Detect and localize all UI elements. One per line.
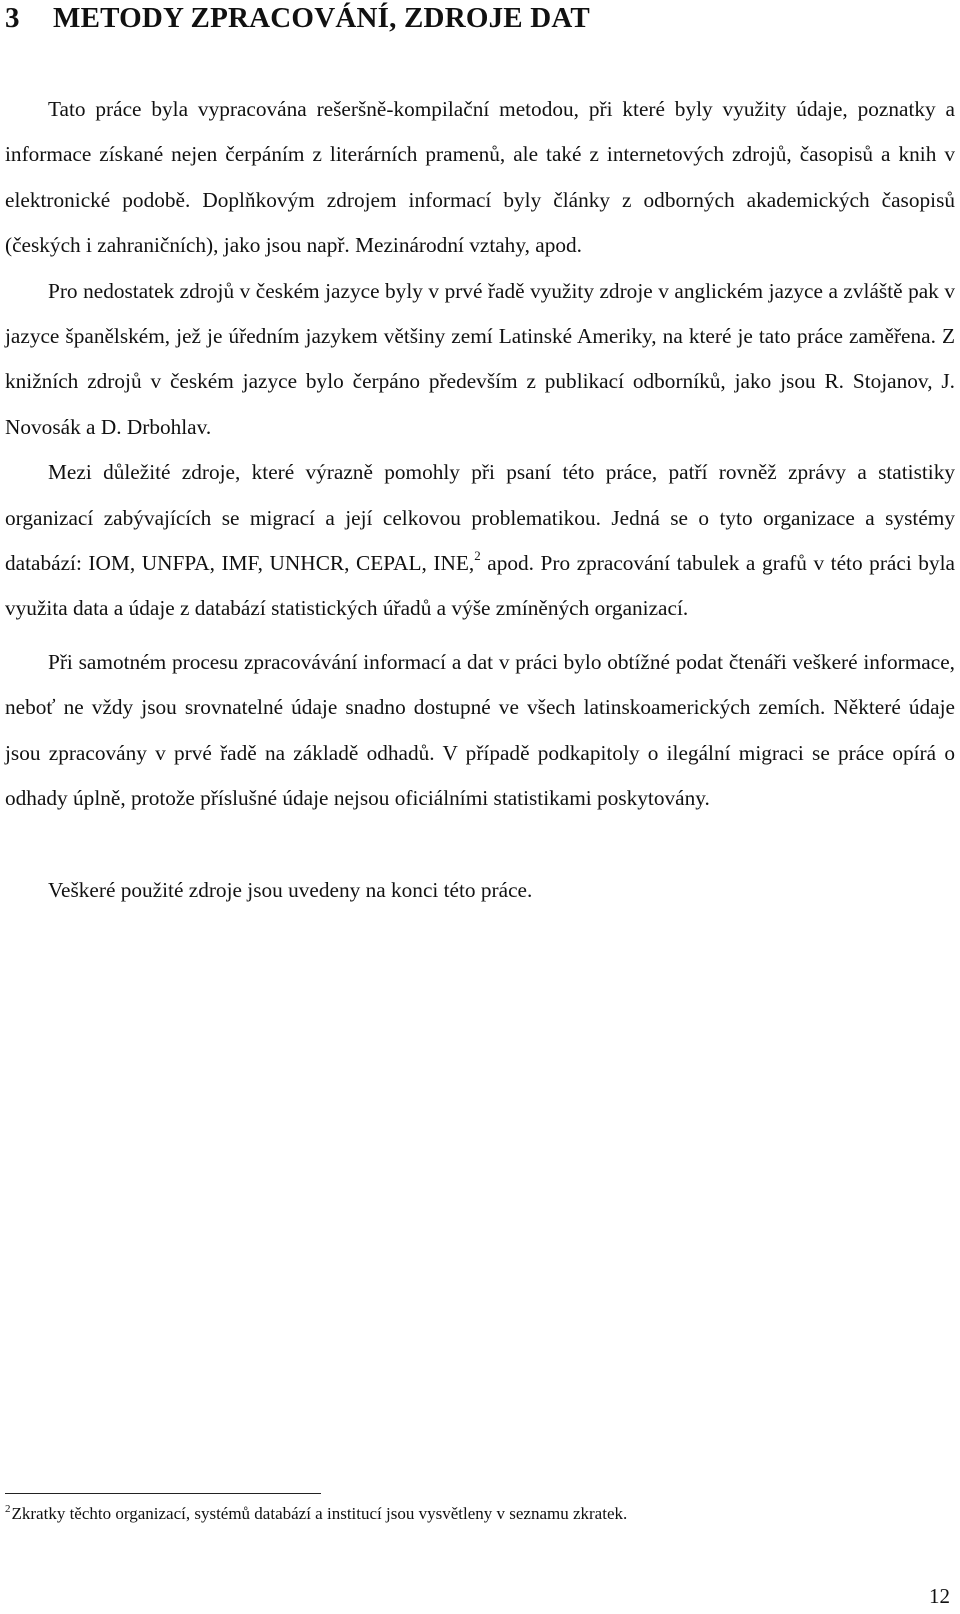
paragraph-language-sources: Pro nedostatek zdrojů v českém jazyce byly v prvé řadě využity zdroje v anglickém jazyce a zvláště pak v jazyce španělském, jež je úředním jazykem většiny zemí Latinské Ameriky, na které je tato práce zaměřena. Z knižních zdrojů v českém jazyce bylo čerpáno především z publikací odborníků, jako jsou R. Stojanov, J. Novosák a D. Drbohlav.	[5, 278, 955, 439]
paragraph-data-difficulties: Při samotném procesu zpracovávání informací a dat v práci bylo obtížné podat čtenáři veškeré informace, neboť ne vždy jsou srovnatelné údaje snadno dostupné ve všech latinskoamerických zemích. Některé údaje jsou zpracovány v prvé řadě na základě odhadů. V případě podkapitoly o ilegální migraci se práce opírá o odhady úplně, protože příslušné údaje nejsou oficiálními statistikami poskytovány.	[5, 649, 955, 811]
paragraph-organization-sources-text-continued: apod. Pro zpracování tabulek a grafů v této práci byla využita data a údaje z databází statistických úřadů a výše zmíněných organizací.	[5, 551, 955, 621]
paragraph-organization-sources-text: Mezi důležité zdroje, které výrazně pomohly při psaní této práce, patří rovněž zprávy a statistiky organizací zabývajících se migrací a její celkovou problematikou. Jedná se o tyto organizace a systémy databází: IOM, UNFPA, IMF, UNHCR, CEPAL, INE,	[5, 460, 955, 576]
chapter-title: METODY ZPRACOVÁNÍ, ZDROJE DAT	[53, 2, 590, 34]
page-number: 12	[929, 1584, 950, 1608]
footnote-separator	[5, 1493, 321, 1494]
chapter-heading	[5, 0, 590, 36]
paragraph-sources-note: Veškeré použité zdroje jsou uvedeny na konci této práce.	[48, 877, 533, 902]
paragraph-organization-sources	[5, 450, 955, 632]
chapter-number: 3	[5, 2, 20, 34]
footnote	[5, 1503, 945, 1525]
footnote-text: Zkratky těchto organizací, systémů databází a institucí jsou vysvětleny v seznamu zkratek.	[11, 1504, 628, 1523]
footnote-number: 2	[5, 1503, 11, 1515]
body-text	[5, 87, 955, 913]
paragraph-methodology: Tato práce byla vypracována rešeršně-kompilační metodou, při které byly využity údaje, poznatky a informace získané nejen čerpáním z literárních pramenů, ale také z internetových zdrojů, časopisů a knih v elektronické podobě. Doplňkovým zdrojem informací byly články z odborných akademických časopisů (českých i zahraničních), jako jsou např. Mezinárodní vztahy, apod.	[5, 97, 955, 258]
footnote-reference: 2	[474, 548, 481, 564]
